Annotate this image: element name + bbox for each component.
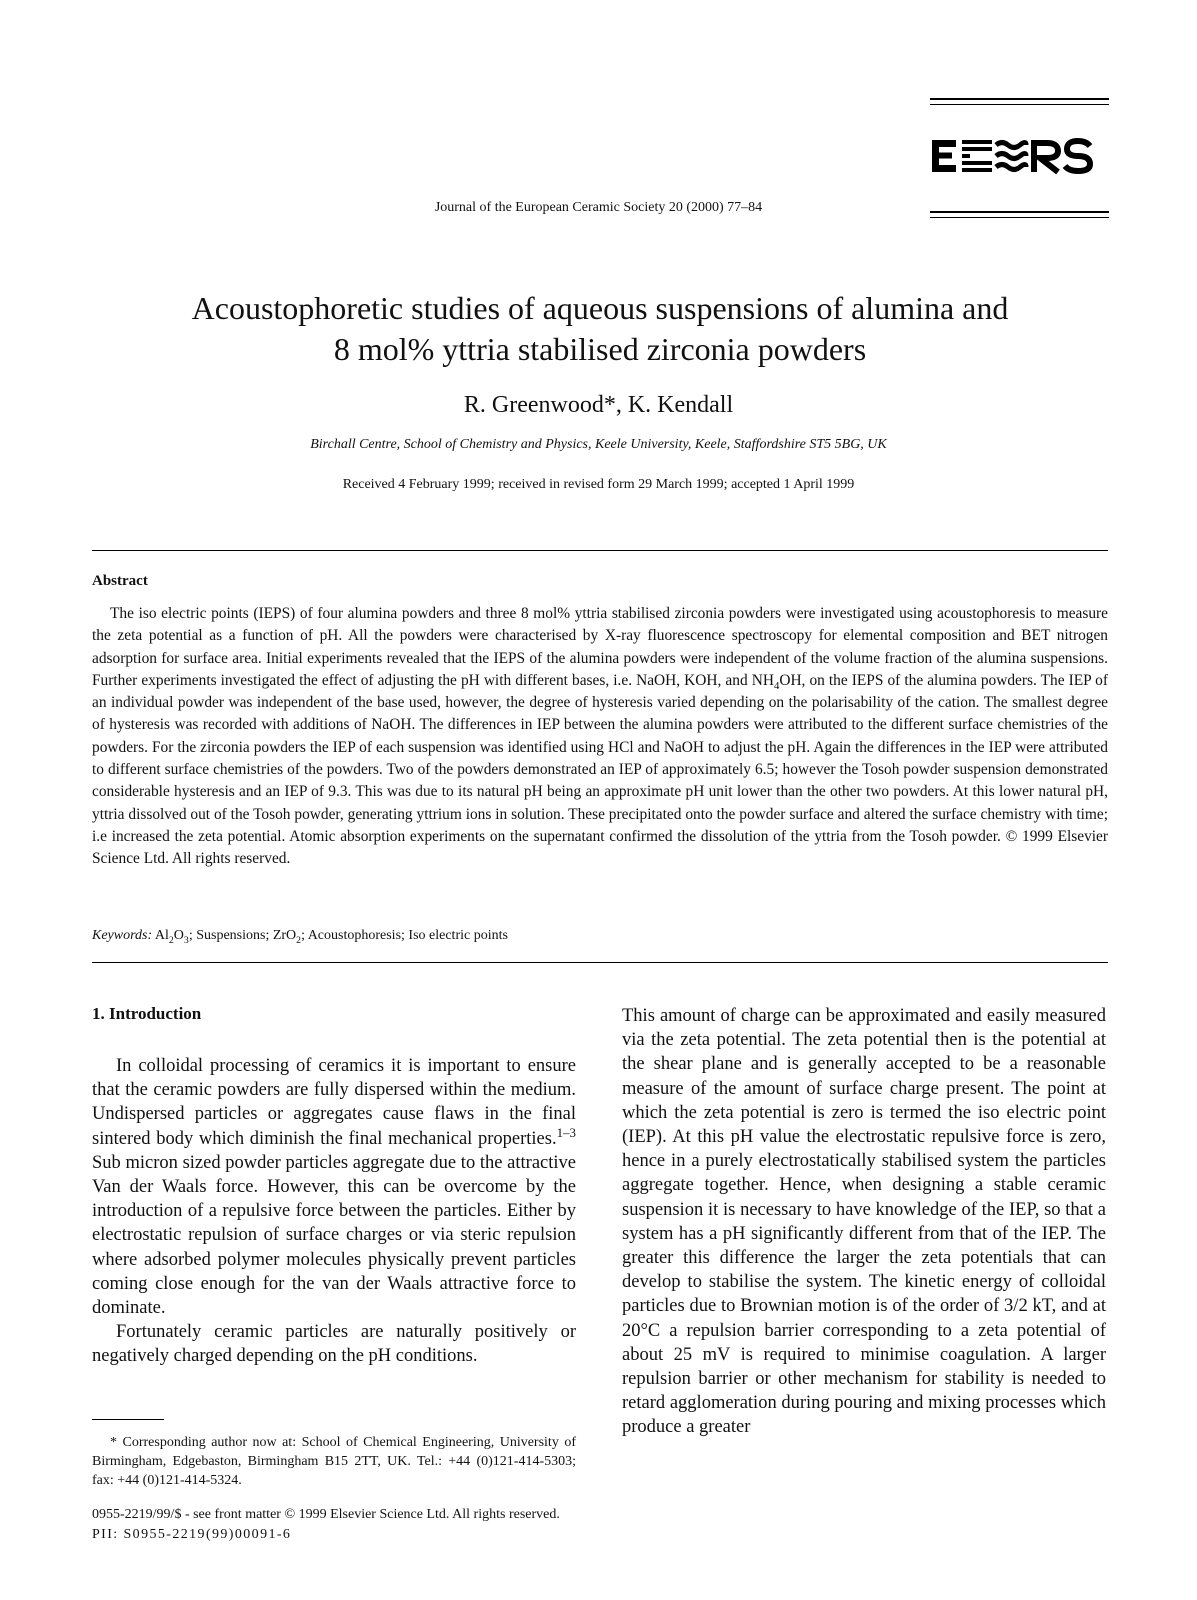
logo-letter-c-dots [962, 140, 992, 172]
footer-pii: PII: S0955-2219(99)00091-6 [92, 1527, 292, 1542]
authors: R. Greenwood*, K. Kendall [463, 392, 734, 418]
article-title [100, 288, 1100, 370]
logo-letter-r [1034, 143, 1058, 172]
received-dates: Received 4 February 1999; received in revised form 29 March 1999; accepted 1 April 1999 [342, 477, 855, 492]
logo-letter-s [1065, 141, 1090, 171]
left-column [92, 1054, 576, 1369]
logo-letter-e2-waves [996, 143, 1026, 170]
title-line-2: 8 mol% yttria stabilised zirconia powders [333, 331, 867, 367]
footer-copyright: 0955-2219/99/$ - see front matter © 1999 Elsevier Science Ltd. All rights reserved. [92, 1507, 560, 1522]
logo-letter-e1 [932, 140, 956, 172]
title-line-1: Acoustophoretic studies of aqueous suspensions of alumina and [191, 290, 1009, 326]
section-heading-introduction: 1. Introduction [92, 1004, 202, 1023]
intro-paragraph-1: In colloidal processing of ceramics it is important to ensure that the ceramic powders are fully dispersed within the medium. Undispersed particles or aggregates cause flaws in the final sintered body which diminish the final mechanical properties.$^{1-3}$ Sub micron sized powder particles aggregate due to the attractive Van der Waals force. However, this can be overcome by the introduction of a repulsive force between the particles. Either by electrostatic repulsion of surface charges or via steric repulsion where adsorbed polymer molecules physically prevent particles coming close enough for the van der Waals attractive force to dominate. [92, 1056, 576, 1319]
affiliation: Birchall Centre, School of Chemistry and Physics, Keele University, Keele, Staffordshire ST5 5BG, UK [310, 437, 887, 452]
abstract-text: The iso electric points (IEPS) of four alumina powders and three 8 mol% yttria stabilised zirconia powders were investigated using acoustophoresis to measure the zeta potential as a function of pH. All the powders were characterised by X-ray fluorescence spectroscopy for elemental composition and BET nitrogen adsorption for surface area. Initial experiments revealed that the IEPS of the alumina powders were independent of the volume fraction of the alumina suspensions. Further experiments investigated the effect of adjusting the pH with different bases, i.e. NaOH, KOH, and $NH_4OH$, on the IEPS of the alumina powders. The IEP of an individual powder was independent of the base used, however, the degree of hysteresis varied depending on the polarisability of the cation. The smallest degree of hysteresis was recorded with additions of NaOH. The differences in IEP between the alumina powders were attributed to the different surface chemistries of the powders. For the zirconia powders the IEP of each suspension was identified using HCl and NaOH to adjust the pH. Again the differences in the IEP were attributed to different surface chemistries of the powders. Two of the powders demonstrated an IEP of approximately 6.5; however the Tosoh powder suspension demonstrated considerable hysteresis and an IEP of 9.3. This was due to its natural pH being an approximate pH unit lower than the other two powders. At this lower natural pH, yttria dissolved out of the Tosoh powder, generating yttrium ions in solution. These precipitated onto the powder surface and altered the surface chemistry with time; i.e increased the zeta potential. Atomic absorption experiments on the supernatant confirmed the dissolution of the yttria from the Tosoh powder. © 1999 Elsevier Science Ltd. All rights reserved. [92, 605, 1108, 868]
page-footer [92, 1505, 560, 1545]
keywords-label: Keywords: [92, 928, 153, 943]
abstract-rule-bottom [92, 962, 1108, 963]
footnote-corresponding-author: * Corresponding author now at: School of Chemical Engineering, University of Birmingham, Edgebaston, Birmingham B15 2TT, UK. Tel.: +44 (0)121-414-5303; fax: +44 (0)121-414-5324. [92, 1435, 576, 1488]
intro-paragraph-2: Fortunately ceramic particles are naturally positively or negatively charged depending on the pH conditions. [92, 1322, 576, 1367]
ecers-logo [930, 126, 1110, 186]
abstract-rule-top [92, 550, 1108, 551]
header-rule-top-2 [930, 104, 1109, 105]
citation-1-3: 1–3 [556, 1124, 576, 1140]
footnote-rule [92, 1419, 164, 1420]
abstract-heading: Abstract [92, 573, 148, 589]
intro-paragraph-continued: This amount of charge can be approximated and easily measured via the zeta potential. The zeta potential then is the potential at the shear plane and is generally accepted to be a reasonable measure of the amount of surface charge present. The point at which the zeta potential is zero is termed the iso electric point (IEP). At this pH value the electrostatic repulsive force is zero, hence in a purely electrostatically stabilised system the particles aggregate together. Hence, when designing a stable ceramic suspension it is necessary to have knowledge of the IEP, so that a system has a pH significantly different from that of the IEP. The greater this difference the larger the zeta potentials that can develop to stabilise the system. The kinetic energy of colloidal particles due to Brownian motion is of the order of 3/2 kT, and at 20°C a repulsion barrier corresponding to a zeta potential of about 25 mV is required to minimise coagulation. A larger repulsion barrier or other mechanism for stability is needed to retard agglomeration during pouring and mixing processes which produce a greater [622, 1006, 1106, 1438]
right-column [622, 1004, 1106, 1440]
header-rule-top-1 [930, 98, 1109, 100]
journal-citation: Journal of the European Ceramic Society 20 (2000) 77–84 [434, 200, 763, 215]
header-rule-bottom-2 [930, 217, 1109, 218]
keywords: Keywords: $Al_2O_3$; Suspensions; ZrO$_2$; Acoustophoresis; Iso electric points [92, 928, 508, 946]
